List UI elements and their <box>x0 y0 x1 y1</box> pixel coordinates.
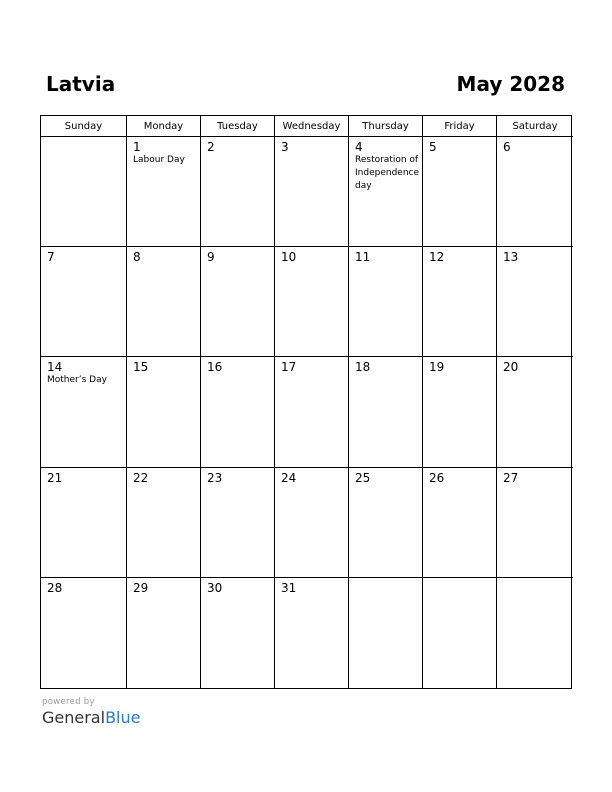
day-cell <box>497 357 573 467</box>
day-number: 3 <box>281 140 289 154</box>
day-number: 19 <box>429 360 445 375</box>
day-number: 24 <box>281 470 297 485</box>
day-number: 18 <box>355 360 371 375</box>
day-number: 20 <box>503 360 519 375</box>
day-number: 7 <box>47 250 55 265</box>
day-number: 4 <box>355 140 363 154</box>
day-cell <box>41 137 127 247</box>
day-number: 25 <box>355 470 371 485</box>
weekday-header-sunday: Sunday <box>41 116 127 137</box>
day-number: 14 <box>47 360 63 375</box>
day-cell <box>275 137 349 247</box>
day-number: 15 <box>133 360 149 375</box>
day-cell <box>275 578 349 688</box>
day-cell <box>41 468 127 578</box>
day-number: 23 <box>207 470 223 485</box>
day-number: 30 <box>207 580 223 595</box>
day-cell <box>201 357 275 467</box>
weekday-header-friday: Friday <box>423 116 497 137</box>
day-number: 12 <box>429 250 445 265</box>
day-cell <box>349 468 423 578</box>
day-cell <box>41 247 127 357</box>
day-number: 6 <box>503 140 511 154</box>
holiday-label: Restoration of Independence day <box>355 155 420 191</box>
day-number: 26 <box>429 470 445 485</box>
day-cell <box>349 137 423 247</box>
day-number: 5 <box>429 140 437 154</box>
day-number: 17 <box>281 360 297 375</box>
day-cell <box>41 357 127 467</box>
day-number: 8 <box>133 250 141 265</box>
weekday-header-tuesday: Tuesday <box>201 116 275 137</box>
calendar-grid <box>40 115 572 689</box>
country-title: Latvia <box>46 72 116 96</box>
day-number: 29 <box>133 580 149 595</box>
day-cell <box>201 578 275 688</box>
weekday-header-thursday: Thursday <box>349 116 423 137</box>
brand-logo-part1: General <box>42 708 106 727</box>
day-number: 31 <box>281 580 297 595</box>
day-cell <box>127 247 201 357</box>
day-cell <box>423 468 497 578</box>
day-number: 2 <box>207 140 215 154</box>
weekday-header-saturday: Saturday <box>497 116 573 137</box>
day-cell <box>349 578 423 688</box>
weekday-header-monday: Monday <box>127 116 201 137</box>
day-cell <box>423 357 497 467</box>
day-cell <box>497 578 573 688</box>
footer-branding <box>42 697 140 727</box>
day-cell <box>201 247 275 357</box>
day-cell <box>127 357 201 467</box>
day-cell <box>275 357 349 467</box>
day-cell <box>275 247 349 357</box>
day-cell <box>127 468 201 578</box>
day-cell <box>349 357 423 467</box>
day-cell <box>423 137 497 247</box>
holiday-label: Mother’s Day <box>47 375 107 386</box>
weekday-header-wednesday: Wednesday <box>275 116 349 137</box>
day-cell <box>201 137 275 247</box>
day-cell <box>275 468 349 578</box>
day-number: 9 <box>207 250 215 265</box>
day-number: 27 <box>503 470 519 485</box>
day-number: 21 <box>47 470 63 485</box>
powered-by-label: powered by <box>42 697 95 707</box>
brand-logo <box>42 708 140 727</box>
day-cell <box>423 578 497 688</box>
month-year-title: May 2028 <box>456 72 565 96</box>
day-cell <box>497 468 573 578</box>
day-number: 11 <box>355 250 371 265</box>
day-cell <box>349 247 423 357</box>
day-number: 22 <box>133 470 149 485</box>
day-number: 16 <box>207 360 223 375</box>
day-cell <box>423 247 497 357</box>
day-cell <box>127 137 201 247</box>
holiday-label: Labour Day <box>133 155 185 165</box>
brand-logo-part2: Blue <box>105 708 141 727</box>
day-number: 13 <box>503 250 519 265</box>
day-cell <box>41 578 127 688</box>
day-cell <box>497 247 573 357</box>
day-cell <box>497 137 573 247</box>
day-number: 1 <box>133 140 141 154</box>
day-cell <box>127 578 201 688</box>
day-number: 10 <box>281 250 297 265</box>
day-cell <box>201 468 275 578</box>
day-number: 28 <box>47 580 63 595</box>
